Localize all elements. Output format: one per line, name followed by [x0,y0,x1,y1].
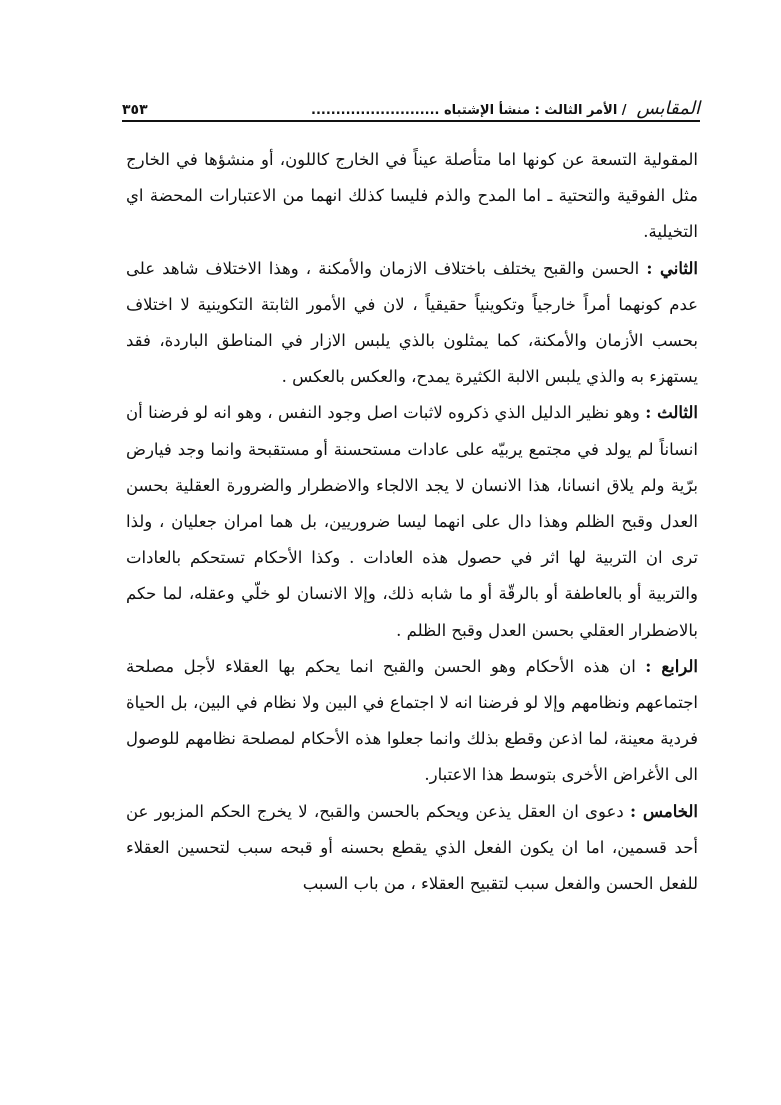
paragraph-label: الثاني : [646,258,698,278]
paragraph-text: وهو نظير الدليل الذي ذكروه لاثبات اصل وجود النفس ، وهو انه لو فرضنا أن انساناً لم يولد في مجتمع يربيّه على عادات مستحسنة أو مستقبحة وانما وجد فيارض برّية ولم يلاق انسانا، هذا الانسان لا يجد الالجاء والاضطرار والضرورة العقلية بحسن العدل وقبح الظلم وهذا دال على انهما ليسا ضروريين، بل هما امران جعليان ، ولذا ترى ان التربية لها اثر في حصول هذه العادات . وكذا الأحكام تستحكم بالعادات والتربية أو بالعاطفة أو بالرقّة أو ما شابه ذلك، وإلا الانسان لو خلّي وعقله، لما حكم بالاضطرار العقلي بحسن العدل وقبح الظلم . [126,403,698,640]
paragraph-continuation [126,142,698,251]
paragraph-text: الحسن والقبح يختلف باختلاف الازمان والأمكنة ، وهذا الاختلاف شاهد على عدم كونهما أمراً خارجياً وتكوينياً حقيقياً ، لان في الأمور الثابتة التكوينية لا اختلاف بحسب الأزمان والأمكنة، كما يمثلون بالذي يلبس الازار في المناطق الباردة، فقد يستهزء به والذي يلبس الالبة الكثيرة يمدح، والعكس بالعكس . [126,258,698,387]
paragraph-text: المقولية التسعة عن كونها اما متأصلة عيناً في الخارج كاللون، أو منشؤها في الخارج مثل الفوقية والتحتية ـ اما المدح والذم فليسا كذلك انهما من الاعتبارات المحضة اي التخيلية. [126,150,698,242]
paragraph-text: دعوى ان العقل يذعن ويحكم بالحسن والقبح، لا يخرج الحكم المزبور عن أحد قسمين، اما ان يكون الفعل الذي يقطع بحسنه أو قبحه سبب لتحسين العقلاء للفعل الحسن والفعل سبب لتقبيح العقلاء ، من باب السبب [126,801,698,894]
paragraph-third [126,395,698,648]
paragraph-label: الثالث : [645,403,699,423]
paragraph-fourth [126,649,698,794]
page-header [122,84,700,122]
page-number: ٣٥٣ [122,102,148,118]
page-body [126,142,698,902]
book-logo: المقابس [636,98,700,119]
paragraph-label: الخامس : [629,801,698,821]
paragraph-text: ان هذه الأحكام وهو الحسن والقبح انما يحكم بها العقلاء لأجل مصلحة اجتماعهم ونظامهم وإلا لو فرضنا انه لا اجتماع في البين ولا نظام في البين، بل الحياة فردية معينة، لما اذعن وقطع بذلك وانما جعلوا هذه الأحكام لمصلحة نظامهم للوصول الى الأغراض الأخرى بتوسط هذا الاعتبار. [126,656,698,785]
running-title: / الأمر الثالث : منشأ الإشتباه .......................... [311,103,627,118]
paragraph-fifth [126,794,698,903]
paragraph-second [126,251,698,396]
paragraph-label: الرابع : [645,656,699,676]
header-title-group [311,100,700,118]
